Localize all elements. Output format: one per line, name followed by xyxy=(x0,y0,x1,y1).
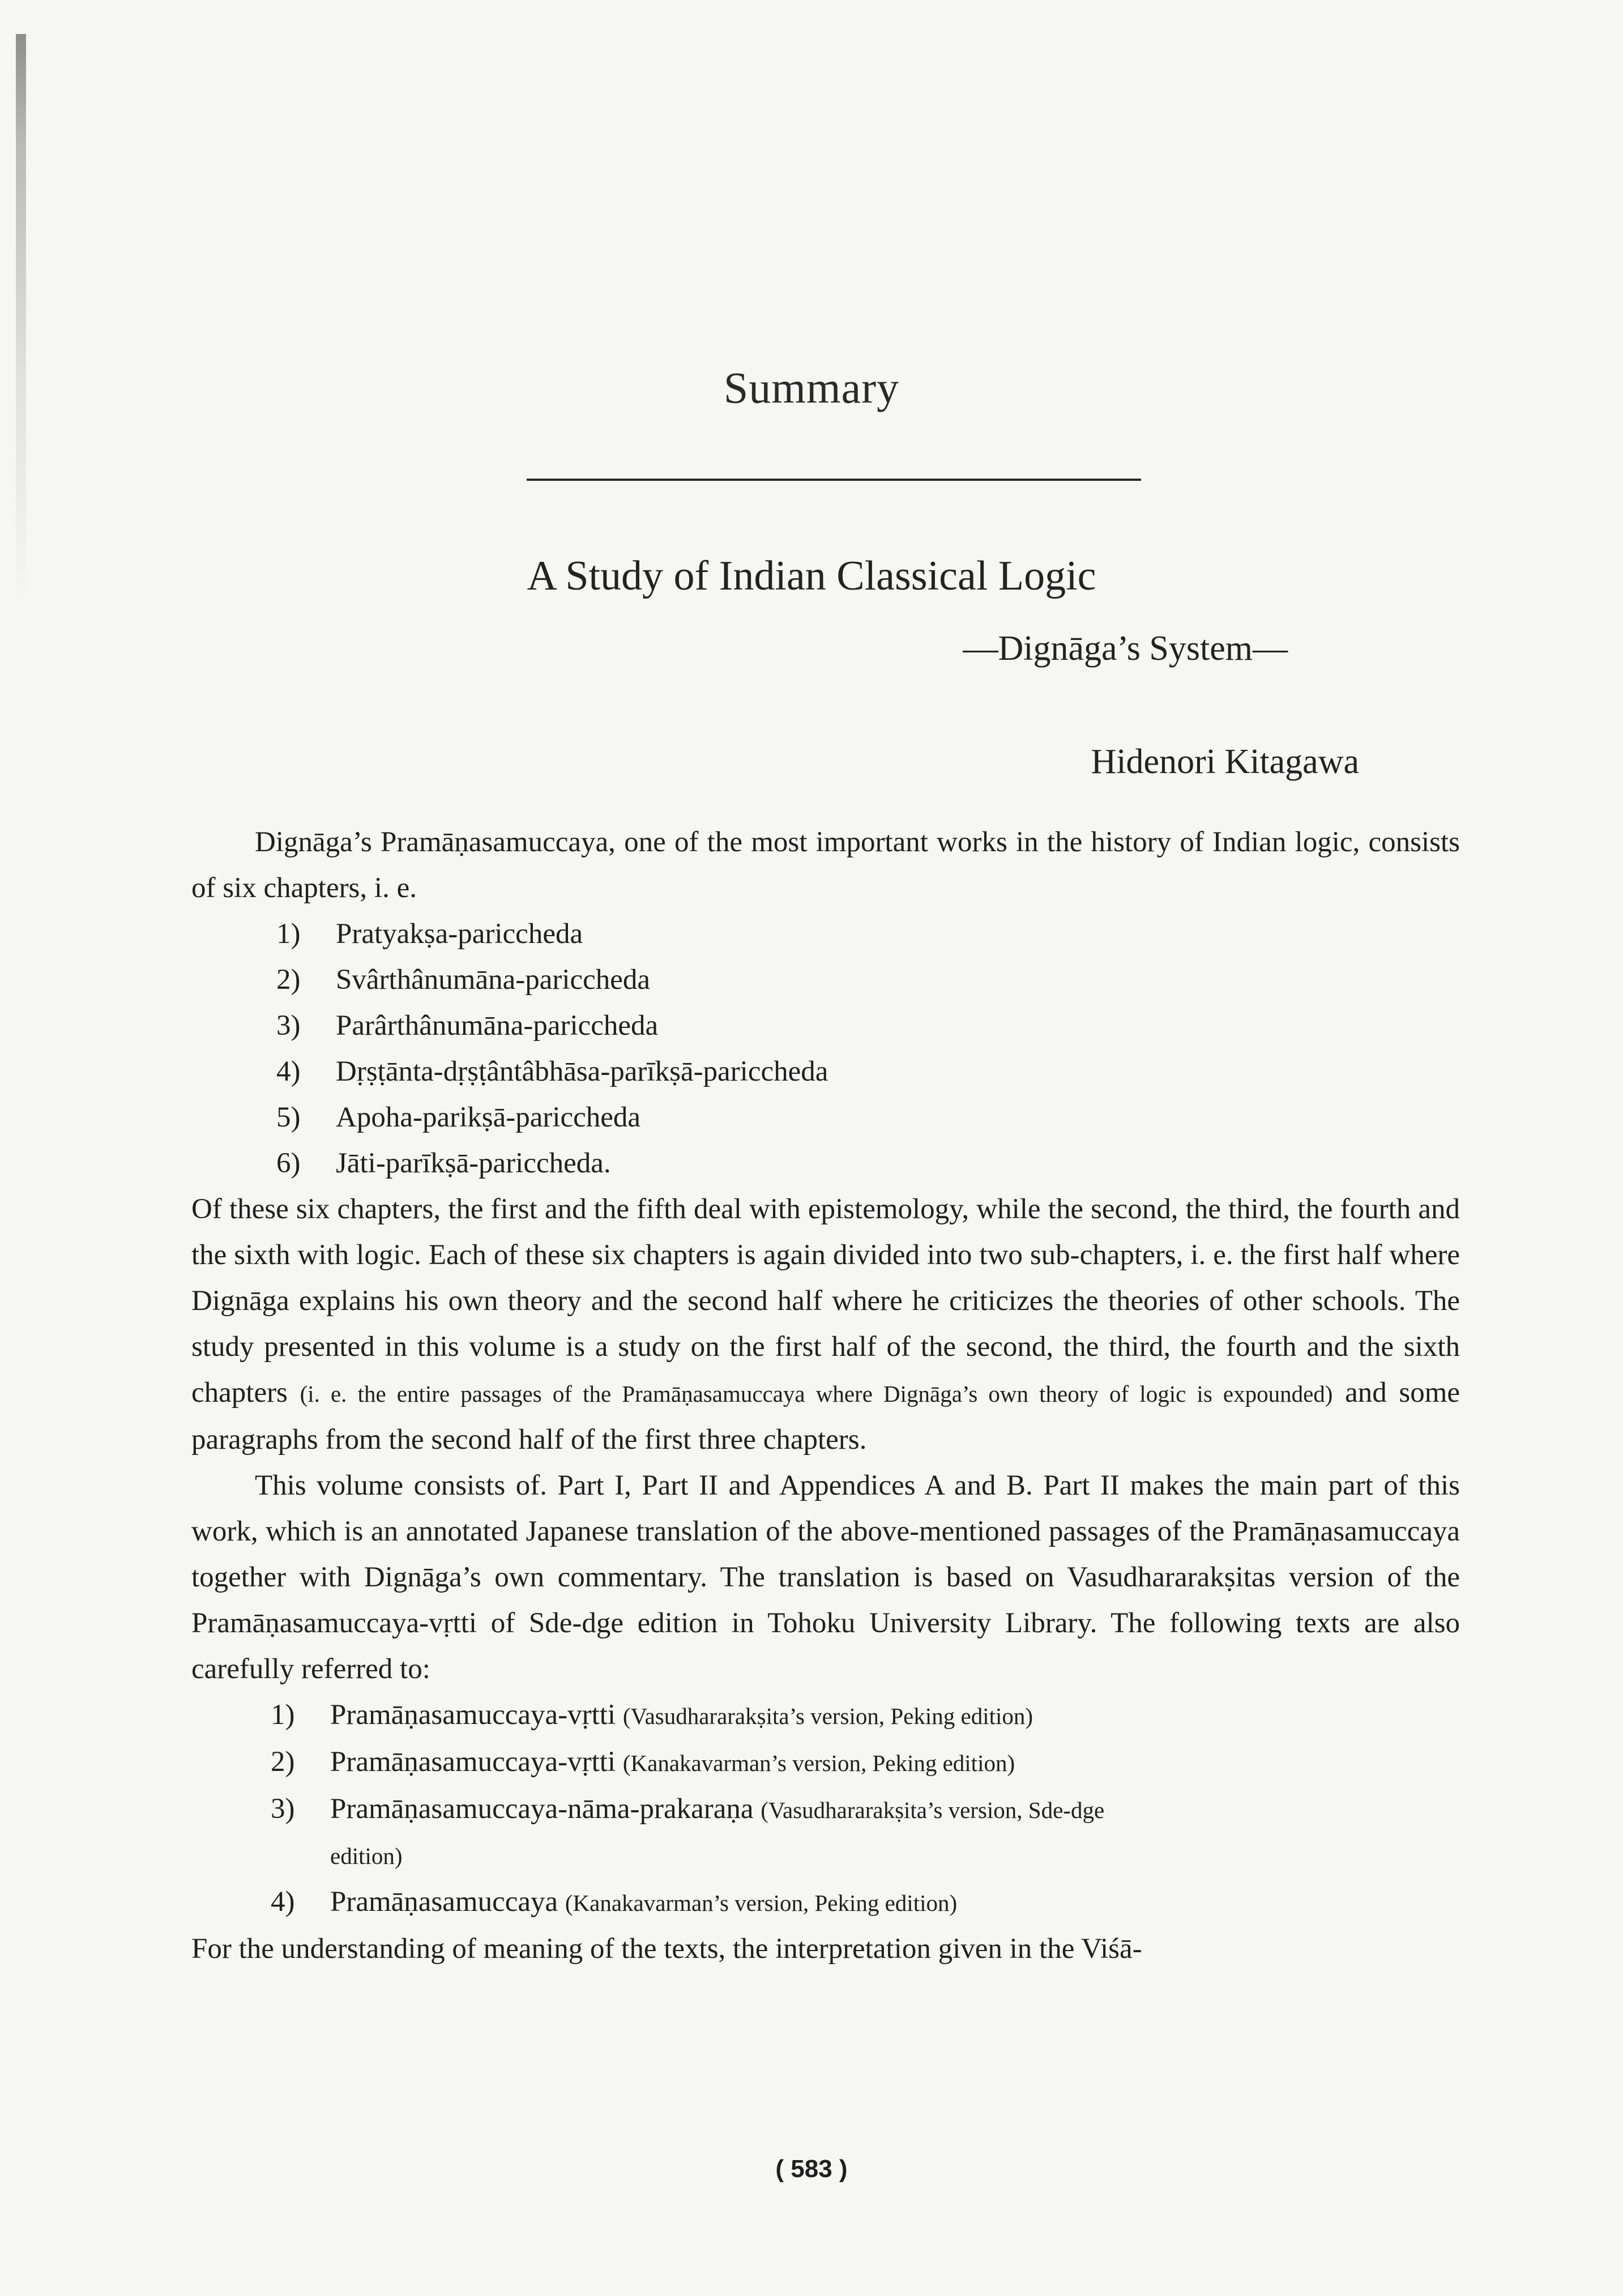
list-item xyxy=(191,1095,1460,1141)
list-number: 4) xyxy=(271,1886,295,1918)
list-number: 3) xyxy=(276,1010,301,1042)
chapter-title: Svârthânumāna-pariccheda xyxy=(336,964,651,996)
list-item xyxy=(191,1786,1460,1833)
paragraph-end-text: and some paragraphs from the second half of the first three chapters. xyxy=(191,1377,1460,1456)
text-title: Pramāṇasamuccaya-nāma-prakaraṇa xyxy=(330,1793,754,1825)
chapter-title: Dṛṣṭānta-dṛṣṭântâbhāsa-parīkṣā-pariccheda xyxy=(336,1056,828,1087)
chapter-list xyxy=(191,911,1460,1187)
chapter-title: Pratyakṣa-pariccheda xyxy=(336,918,583,950)
article-title: A Study of Indian Classical Logic xyxy=(527,553,1096,599)
body-text xyxy=(191,820,1460,1972)
paragraph-interpretation: For the understanding of meaning of the texts, the interpretation given in the Viśā- xyxy=(191,1933,1142,1965)
texts-list-continued xyxy=(191,1879,1460,1926)
list-item xyxy=(191,1692,1460,1739)
chapter-title: Apoha-parikṣā-pariccheda xyxy=(336,1102,641,1133)
list-number: 2) xyxy=(271,1746,295,1778)
chapter-title: Parârthânumāna-pariccheda xyxy=(336,1010,659,1042)
paragraph-volume: This volume consists of. Part I, Part II and Appendices A and B. Part II makes the main part of this work, which is an annotated Japanese translation of the above-mentioned passages of the Pramāṇasamuccaya together with Dignāga’s own commentary. The translation is based on Vasudhararakṣitas version of the Pramāṇasamuccaya-vṛtti of Sde-dge edition in Tohoku University Library. The following texts are also carefully referred to: xyxy=(191,1470,1460,1685)
texts-list xyxy=(191,1692,1460,1833)
page-number: ( 583 ) xyxy=(775,2155,848,2183)
article-subtitle: —Dignāga’s System— xyxy=(963,629,1288,668)
list-number: 1) xyxy=(271,1699,295,1731)
text-title: Pramāṇasamuccaya-vṛtti xyxy=(330,1746,616,1778)
list-item xyxy=(191,1003,1460,1049)
text-note: (Vasudhararakṣita’s version, Peking edition) xyxy=(622,1703,1033,1729)
list-number: 2) xyxy=(276,964,301,996)
list-number: 1) xyxy=(276,918,301,950)
paragraph-main-text: Of these six chapters, the first and the fifth deal with epistemology, while the second, the third, the fourth and the sixth with logic. Each of these six chapters is again divided into two sub-chapters, i. e. the first half where Dignāga explains his own theory and the second half where he criticizes the theories of other schools. The study presented in this volume is a study on the first half of the second, the third, the fourth and the sixth chapters xyxy=(191,1193,1460,1409)
list-number: 3) xyxy=(271,1793,295,1825)
author-name: Hidenori Kitagawa xyxy=(1091,742,1359,781)
text-note: (Vasudhararakṣita’s version, Sde-dge xyxy=(761,1797,1105,1823)
text-title: Pramāṇasamuccaya xyxy=(330,1886,558,1918)
list-item xyxy=(191,957,1460,1003)
list-item xyxy=(191,1739,1460,1786)
text-title: Pramāṇasamuccaya-vṛtti xyxy=(330,1699,616,1731)
list-number: 5) xyxy=(276,1102,301,1133)
list-number: 6) xyxy=(276,1147,301,1179)
summary-heading: Summary xyxy=(723,363,900,412)
divider-rule xyxy=(527,479,1141,481)
list-item xyxy=(191,1879,1460,1926)
list-item xyxy=(191,1141,1460,1187)
chapter-title: Jāti-parīkṣā-pariccheda. xyxy=(336,1147,611,1179)
paragraph-intro: Dignāga’s Pramāṇasamuccaya, one of the most important works in the history of Indian logic, consists of six chapters, i. e. xyxy=(191,826,1460,904)
list-number: 4) xyxy=(276,1056,301,1087)
paragraph-chapters xyxy=(191,1187,1460,1463)
text-note-continuation: edition) xyxy=(330,1843,403,1869)
list-item xyxy=(191,911,1460,957)
scan-edge xyxy=(16,34,26,600)
paragraph-small-note: (i. e. the entire passages of the Pramāṇasamuccaya where Dignāga’s own theory of logic is expounded) xyxy=(300,1381,1333,1407)
text-note: (Kanakavarman’s version, Peking edition) xyxy=(565,1890,958,1916)
list-item xyxy=(191,1049,1460,1095)
text-note: (Kanakavarman’s version, Peking edition) xyxy=(622,1750,1015,1776)
